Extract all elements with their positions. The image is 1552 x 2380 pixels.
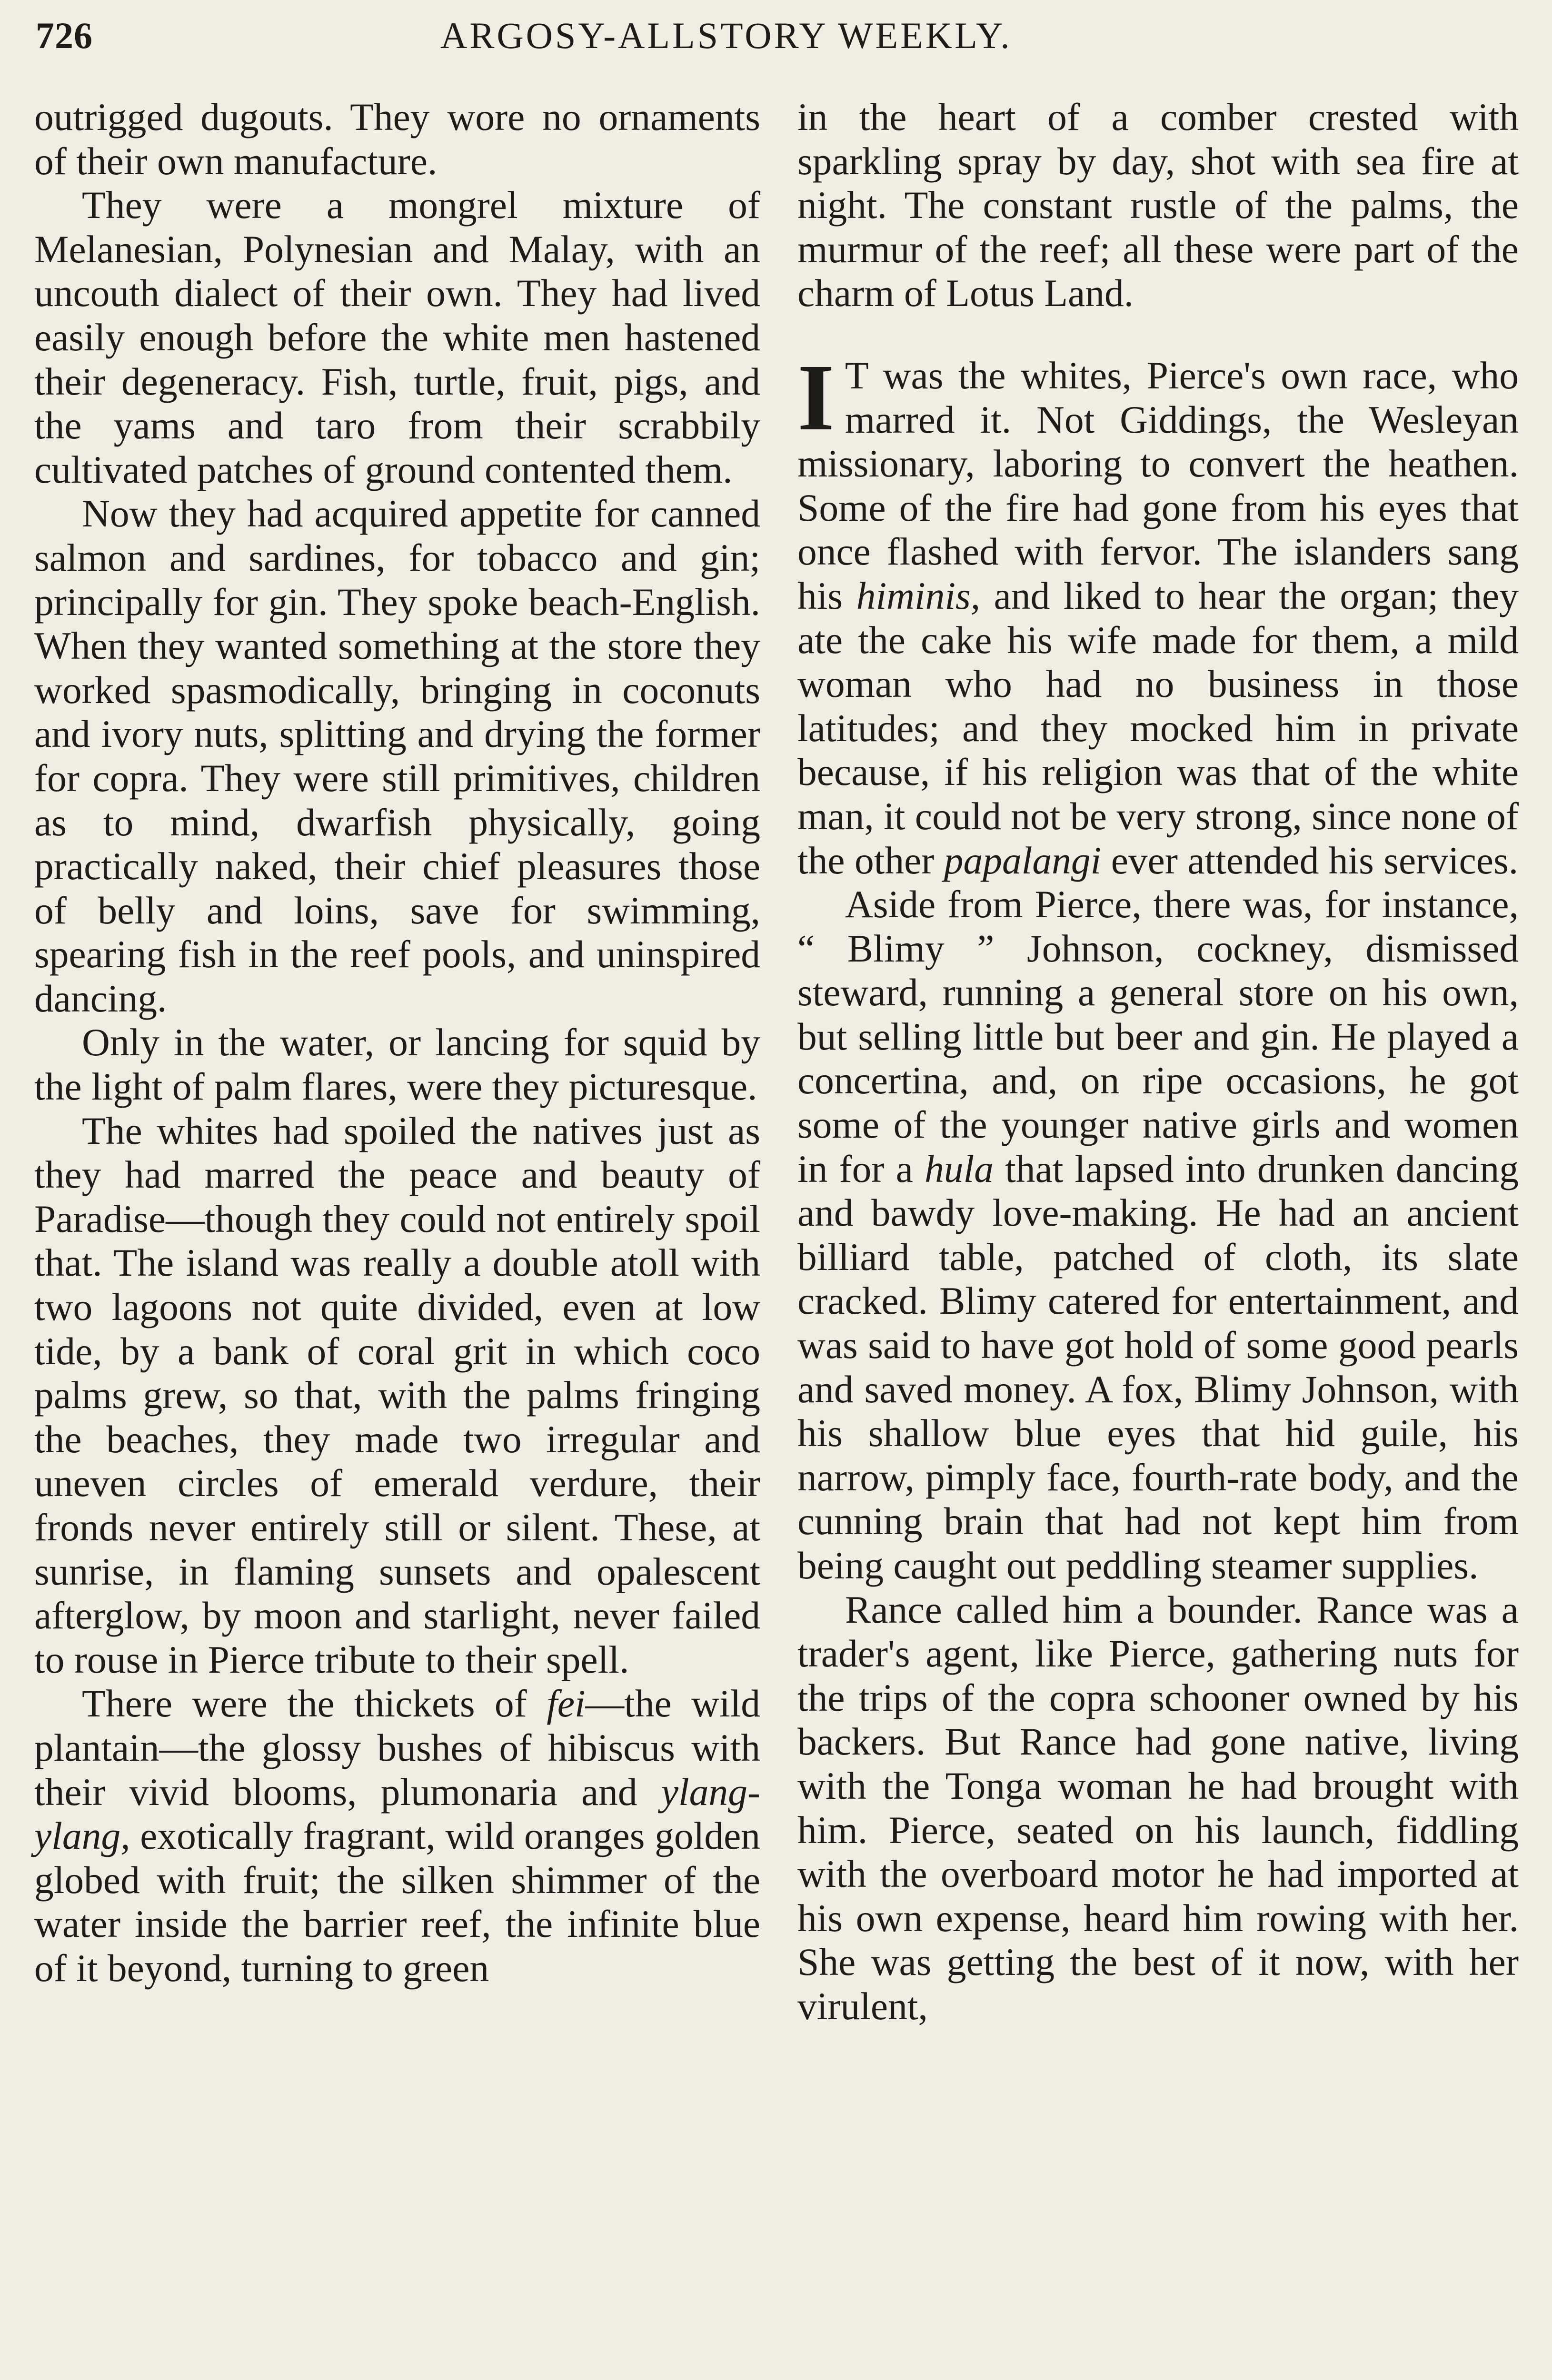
paragraph bbox=[34, 1682, 760, 1990]
italic-term: ylang-ylang, bbox=[34, 1770, 760, 1858]
paragraph bbox=[797, 883, 1519, 1588]
drop-cap: I bbox=[797, 345, 835, 450]
text-run: T was the whites, Pierce's own race, who marred it. Not Giddings, the Wesleyan missionary, laboring to convert the heathen. Some of the fire had gone from his eyes that once flashed with fervor. The islanders sang his bbox=[797, 353, 1519, 617]
text-run: that lapsed into drunken dancing and bawdy love-making. He had an ancient billiard table, patched of cloth, its slate cracked. Blimy catered for entertainment, and was said to have got hold of some good pearls and saved money. A fox, Blimy Johnson, with his shallow blue eyes that hid guile, his narrow, pimply face, fourth-rate body, and the cunning brain that had not kept him from being caught out peddling steamer supplies. bbox=[797, 1147, 1519, 1587]
paragraph: The whites had spoiled the natives just as they had marred the peace and beauty of Paradise—though they could not entirely spoil that. The island was really a double atoll with two lagoons not quite divided, even at low tide, by a bank of coral grit in which coco palms grew, so that, with the palms fringing the beaches, they made two irregular and uneven circles of emerald verdure, their fronds never entirely still or silent. These, at sunrise, in flaming sunsets and opalescent afterglow, by moon and starlight, never failed to rouse in Pierce tribute to their spell. bbox=[34, 1109, 760, 1681]
text-run: ever attended his services. bbox=[1101, 838, 1519, 882]
text-run: There were the thickets of bbox=[82, 1682, 547, 1726]
italic-term: fei bbox=[547, 1682, 586, 1726]
paragraph: Now they had acquired appetite for canned salmon and sardines, for tobacco and gin; principally for gin. They spoke beach-English. When they wanted something at the store they worked spasmodically, bringing in coconuts and ivory nuts, splitting and drying the former for copra. They were still primitives, children as to mind, dwarfish physically, going practically naked, their chief pleasures those of belly and loins, save for swimming, spearing fish in the reef pools, and uninspired dancing. bbox=[34, 492, 760, 1020]
left-column bbox=[34, 95, 760, 1991]
page-number: 726 bbox=[36, 15, 93, 56]
text-run: —the wild plantain—the glossy bushes of hibiscus with their vivid blooms, plumonaria and bbox=[34, 1682, 760, 1814]
paragraph: Only in the water, or lancing for squid by the light of palm flares, were they picturesque. bbox=[34, 1021, 760, 1109]
italic-term: himinis, bbox=[856, 574, 981, 617]
paragraph: Rance called him a bounder. Rance was a trader's agent, like Pierce, gathering nuts for the trips of the copra schooner owned by his backers. But Rance had gone native, living with the Tonga woman he had brought with him. Pierce, seated on his launch, fiddling with the overboard motor he had imported at his own expense, heard him rowing with her. She was getting the best of it now, with her virulent, bbox=[797, 1587, 1519, 2028]
text-run: and liked to hear the organ; they ate the cake his wife made for them, a mild woman who had no business in those latitudes; and they mocked him in private because, if his religion was that of the white man, it could not be very strong, since none of the other bbox=[797, 574, 1519, 882]
italic-term: hula bbox=[925, 1147, 994, 1190]
paragraph: in the heart of a comber crested with sparkling spray by day, shot with sea fire at night. The constant rustle of the palms, the murmur of the reef; all these were part of the charm of Lotus Land. bbox=[797, 95, 1519, 315]
text-run: exotically fragrant, wild oranges golden globed with fruit; the silken shimmer of the water inside the barrier reef, the infinite blue of it beyond, turning to green bbox=[34, 1814, 760, 1990]
running-head: ARGOSY-ALLSTORY WEEKLY. bbox=[440, 15, 1012, 56]
paragraph bbox=[797, 345, 1519, 883]
text-run: Aside from Pierce, there was, for instance, “ Blimy ” Johnson, cockney, dismissed steward, running a general store on his own, but selling little but beer and gin. He played a concertina, and, on ripe occasions, he got some of the younger native girls and women in for a bbox=[797, 883, 1519, 1190]
page-header bbox=[36, 14, 1516, 76]
right-column bbox=[797, 95, 1519, 2029]
paragraph: They were a mongrel mixture of Melanesian, Polynesian and Malay, with an uncouth dialect of their own. They had lived easily enough before the white men hastened their degeneracy. Fish, turtle, fruit, pigs, and the yams and taro from their scrabbily cultivated patches of ground contented them. bbox=[34, 183, 760, 491]
italic-term: papalangi bbox=[944, 838, 1102, 882]
paragraph: outrigged dugouts. They wore no ornaments of their own manufacture. bbox=[34, 95, 760, 183]
